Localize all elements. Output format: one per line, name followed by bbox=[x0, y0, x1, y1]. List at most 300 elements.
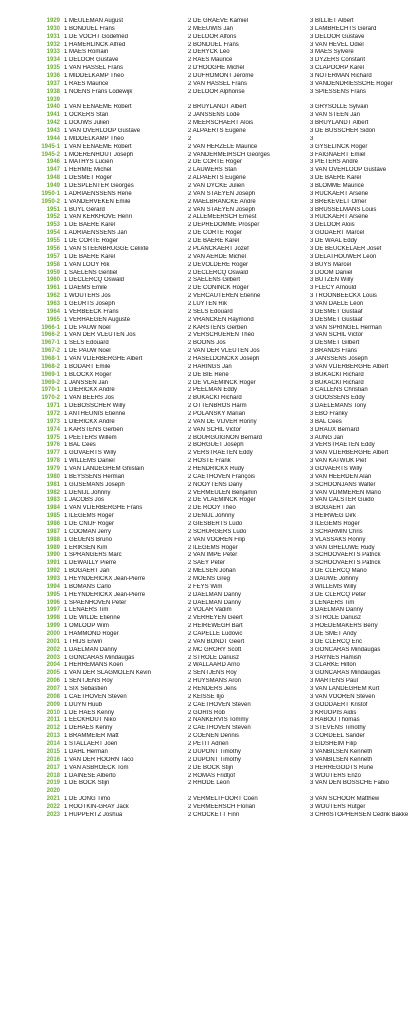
table-row bbox=[0, 183, 410, 191]
year-cell: 1954 bbox=[46, 230, 60, 237]
third-place-cell: 3 LENAERS Tim bbox=[310, 599, 355, 606]
year-cell: 1976 bbox=[46, 442, 60, 449]
table-row bbox=[0, 545, 410, 553]
third-place-cell: 3 HERREGODTS Rune bbox=[310, 764, 374, 771]
table-row bbox=[0, 796, 410, 804]
second-place-cell: 2 VAN DYCKE Julien bbox=[188, 183, 245, 190]
year-cell: 1997 bbox=[46, 607, 60, 614]
year-cell: 2010 bbox=[46, 709, 60, 716]
first-place-cell: 1 VAN LOOY Rik bbox=[64, 261, 110, 268]
table-row bbox=[0, 725, 410, 733]
second-place-cell: 2 BRUYLANDT Albert bbox=[188, 104, 247, 111]
year-cell: 1953 bbox=[46, 222, 60, 229]
second-place-cell: 2 ALPAERTS Eugène bbox=[188, 175, 246, 182]
table-row bbox=[0, 159, 410, 167]
year-cell: 2007 bbox=[46, 686, 60, 693]
first-place-cell: 1 MAES Romain bbox=[64, 49, 109, 56]
table-row bbox=[0, 804, 410, 812]
table-row bbox=[0, 97, 410, 105]
first-place-cell: 1 DIERICKX André bbox=[64, 387, 115, 394]
second-place-cell: 2 SAEY Peter bbox=[188, 560, 225, 567]
year-cell: 1950-2 bbox=[41, 198, 60, 205]
second-place-cell: 2 DUPONT Timothy bbox=[188, 756, 241, 763]
table-row bbox=[0, 89, 410, 97]
third-place-cell: 3 VAN SCHOOR Matthew bbox=[310, 796, 380, 803]
first-place-cell: 1 WILLEMS Daniel bbox=[64, 458, 115, 465]
year-cell: 1970-1 bbox=[41, 387, 60, 394]
year-cell: 1972 bbox=[46, 410, 60, 417]
second-place-cell: 2 ALLEMEERSCH Ernest bbox=[188, 214, 257, 221]
table-row bbox=[0, 230, 410, 238]
third-place-cell: 3 KRUOPIS Aidis bbox=[310, 709, 357, 716]
second-place-cell: 2 GORIS Rob bbox=[188, 709, 226, 716]
table-row bbox=[0, 207, 410, 215]
first-place-cell: 1 VAN BEERS Jos bbox=[64, 395, 114, 402]
year-cell: 1941 bbox=[46, 112, 60, 119]
first-place-cell: 1 VERHAEGEN Auguste bbox=[64, 316, 131, 323]
table-row bbox=[0, 395, 410, 403]
second-place-cell: 2 VAN BONDT Geert bbox=[188, 638, 245, 645]
second-place-cell: 2 DE BAERE Karel bbox=[188, 238, 240, 245]
second-place-cell: 2 DAELMAN Danny bbox=[188, 599, 242, 606]
third-place-cell: 3 BAL Cees bbox=[310, 418, 342, 425]
table-row bbox=[0, 576, 410, 584]
third-place-cell: 3 GOVAERTS Willy bbox=[310, 465, 363, 472]
table-row bbox=[0, 277, 410, 285]
first-place-cell: 1 SIX Sébastien bbox=[64, 686, 108, 693]
second-place-cell: 2 OTTENBROS Harm bbox=[188, 403, 247, 410]
table-row bbox=[0, 812, 410, 820]
second-place-cell: 2 HUYSMANS Aron bbox=[188, 678, 242, 685]
third-place-cell: 3 DRAUX Bernard bbox=[310, 426, 360, 433]
third-place-cell: 3 VAN STEEN Jan bbox=[310, 112, 360, 119]
third-place-cell: 3 ILEGEMS Roger bbox=[310, 521, 360, 527]
third-place-cell: 3 VERSTRAETEN Eddy bbox=[310, 442, 375, 449]
first-place-cell: 1 MATHYS Lucien bbox=[64, 159, 113, 166]
first-place-cell: 1 BOMANS Carlo bbox=[64, 583, 112, 590]
table-row bbox=[0, 623, 410, 631]
year-cell: 1986 bbox=[46, 521, 60, 527]
table-row bbox=[0, 537, 410, 545]
table-row bbox=[0, 403, 410, 411]
second-place-cell: 2 KARSTENS Gerben bbox=[188, 324, 248, 331]
first-place-cell: 1 MIDDELKAMP Théo bbox=[64, 135, 124, 142]
second-place-cell: 2 FEYS Wim bbox=[188, 583, 223, 590]
year-cell: 1974 bbox=[46, 426, 60, 433]
second-place-cell: 2 VERCAUTEREN Etienne bbox=[188, 293, 261, 300]
second-place-cell: 2 CAETHOVEN François bbox=[188, 473, 256, 480]
third-place-cell: 3 CHRISTOPHERSEN Cedrik Bakke bbox=[310, 811, 408, 818]
third-place-cell: 3 VAN VLIMMEREN Mario bbox=[310, 489, 381, 496]
year-cell: 1969-2 bbox=[41, 379, 60, 386]
year-cell: 1967-2 bbox=[41, 348, 60, 355]
second-place-cell: 2 DE CONINCK Roger bbox=[188, 285, 249, 292]
second-place-cell: 2 DERYCK Léo bbox=[188, 49, 230, 56]
year-cell: 2016 bbox=[46, 756, 60, 763]
third-place-cell: 3 BUTZEN Willy bbox=[310, 277, 354, 284]
year-cell: 1988 bbox=[46, 536, 60, 543]
third-place-cell: 3 VANDENDRIESSCHE Roger bbox=[310, 80, 393, 87]
year-cell: 1948 bbox=[46, 175, 60, 182]
table-row bbox=[0, 49, 410, 57]
second-place-cell: 2 VAN AERDE Michel bbox=[188, 253, 246, 260]
table-row bbox=[0, 246, 410, 254]
second-place-cell: 2 VAN HERZELE Maurice bbox=[188, 143, 258, 150]
first-place-cell: 1 BAL Cees bbox=[64, 442, 96, 449]
second-place-cell: 2 VAN VOOREN Filip bbox=[188, 536, 246, 543]
table-row bbox=[0, 749, 410, 757]
third-place-cell: 3 SCHOOVAERTS Patrick bbox=[310, 552, 381, 559]
year-cell: 1977 bbox=[46, 450, 60, 457]
second-place-cell: 2 CROCKETT Finn bbox=[188, 811, 240, 818]
third-place-cell: 3 DESMET Gustaaf bbox=[310, 316, 363, 323]
third-place-cell: 3 DE CLERCQ Eric bbox=[310, 638, 363, 645]
table-row bbox=[0, 42, 410, 50]
table-row bbox=[0, 592, 410, 600]
first-place-cell: 1 OCKERS Stan bbox=[64, 112, 109, 119]
table-row bbox=[0, 497, 410, 505]
second-place-cell: 2 WALLAARD Arno bbox=[188, 662, 240, 669]
second-place-cell: 2 MEEUWIS Jan bbox=[188, 25, 234, 32]
first-place-cell: 1 GOVAERTS Willy bbox=[64, 450, 117, 457]
year-cell: 1942 bbox=[46, 120, 60, 127]
first-place-cell: 1 STALLAERT Joeri bbox=[64, 741, 118, 748]
second-place-cell: 2 DE BOCK Stijn bbox=[188, 764, 234, 771]
second-place-cell: 2 SENTJENS Roy bbox=[188, 670, 237, 677]
second-place-cell: 2 PETIT Adrien bbox=[188, 741, 229, 748]
table-row bbox=[0, 340, 410, 348]
table-row bbox=[0, 128, 410, 136]
year-cell: 1931 bbox=[46, 33, 60, 40]
second-place-cell: 2 BUKACKI Richard bbox=[188, 395, 242, 402]
year-cell: 1985 bbox=[46, 513, 60, 520]
first-place-cell: 1 BEYSSENS Herman bbox=[64, 473, 125, 480]
table-row bbox=[0, 325, 410, 333]
second-place-cell: 2 DENIJL Johnny bbox=[188, 513, 235, 520]
first-place-cell: 1 MOERENHOUT Joseph bbox=[64, 151, 134, 158]
third-place-cell: 3 VAN OVERLOOP Gustave bbox=[310, 167, 387, 174]
table-row bbox=[0, 293, 410, 301]
second-place-cell: 2 DE CORTE Roger bbox=[188, 230, 242, 237]
second-place-cell: 2 MELSEN Johan bbox=[188, 568, 236, 575]
first-place-cell: 1 BONDUEL Frans bbox=[64, 25, 115, 32]
third-place-cell: 3 MARTENS Paul bbox=[310, 678, 358, 685]
first-place-cell: 1 RAES Maurice bbox=[64, 80, 109, 87]
second-place-cell: 2 POLANSKY Marian bbox=[188, 410, 246, 417]
third-place-cell: 3 DE SMET Andy bbox=[310, 631, 357, 638]
first-place-cell: 1 DEWAILLY Pierre bbox=[64, 560, 117, 567]
table-row bbox=[0, 120, 410, 128]
second-place-cell: 2 DE VLAEMINCK Roger bbox=[188, 379, 256, 386]
table-row bbox=[0, 757, 410, 765]
first-place-cell: 1 DE BAERE Karel bbox=[64, 222, 116, 229]
first-place-cell: 1 DE CORTE Roger bbox=[64, 238, 118, 245]
table-row bbox=[0, 238, 410, 246]
year-cell: 1983 bbox=[46, 497, 60, 504]
third-place-cell: 3 VANBILSEN Kenneth bbox=[310, 756, 373, 763]
first-place-cell: 1 VAN VLIERBERGHE Albert bbox=[64, 355, 143, 362]
year-cell: 2002 bbox=[46, 646, 60, 653]
year-cell: 1994 bbox=[46, 583, 60, 590]
first-place-cell: 1 BLOCKX Roger bbox=[64, 371, 112, 378]
table-row bbox=[0, 552, 410, 560]
third-place-cell: 3 VAN LANDEGHEM Kurt bbox=[310, 686, 380, 693]
table-row bbox=[0, 348, 410, 356]
year-cell: 1930 bbox=[46, 25, 60, 32]
third-place-cell: 3 DESMET Gustaaf bbox=[310, 308, 363, 315]
third-place-cell: 3 DE BAERE Karel bbox=[310, 175, 362, 182]
year-cell: 1969-1 bbox=[41, 371, 60, 378]
table-row bbox=[0, 372, 410, 380]
second-place-cell: 2 DE VLAEMINCK Roger bbox=[188, 497, 256, 504]
third-place-cell: 3 RUCKAERT Arsène bbox=[310, 190, 369, 197]
second-place-cell: 2 PLANCKAERT Jozef bbox=[188, 245, 249, 252]
second-place-cell: 2 VAN SCHIL Victor bbox=[188, 426, 241, 433]
first-place-cell: 1 DAELMAN Danny bbox=[64, 646, 118, 653]
table-row bbox=[0, 584, 410, 592]
first-place-cell: 1 ADRIAENSSENS René bbox=[64, 190, 132, 197]
third-place-cell: 3 DE BEUCKELAER Josef bbox=[310, 245, 382, 252]
first-place-cell: 1 ERIKSEN Kim bbox=[64, 544, 108, 551]
table-row bbox=[0, 482, 410, 490]
first-place-cell: 1 KARSTENS Gerben bbox=[64, 426, 124, 433]
third-place-cell: 3 VAN HEVEL Odiel bbox=[310, 41, 364, 48]
year-cell: 2013 bbox=[46, 733, 60, 740]
third-place-cell: 3 GODDAERT Kristof bbox=[310, 701, 368, 708]
second-place-cell: 2 MC GRORY Scott bbox=[188, 646, 242, 653]
first-place-cell: 1 DAHL Herman bbox=[64, 748, 108, 755]
year-cell: 1956 bbox=[46, 245, 60, 252]
third-place-cell: 3 RABOU Thomas bbox=[310, 717, 360, 724]
table-row bbox=[0, 615, 410, 623]
third-place-cell: 3 AUNG Jan bbox=[310, 434, 344, 441]
third-place-cell: 3 GOOSSENS Eddy bbox=[310, 395, 365, 402]
third-place-cell: 3 SPIESSENS Frans bbox=[310, 88, 367, 95]
first-place-cell: 1 DELOOR Gustave bbox=[64, 57, 119, 64]
year-cell: 2009 bbox=[46, 701, 60, 708]
table-row bbox=[0, 702, 410, 710]
second-place-cell: 2 VAN DER VLEUTEN Jos bbox=[188, 348, 260, 355]
second-place-cell: 2 bbox=[188, 135, 192, 142]
second-place-cell: 2 CAETHOVEN Steven bbox=[188, 701, 251, 708]
third-place-cell: 3 VAN VLIERBERGHE Albert bbox=[310, 450, 389, 457]
third-place-cell: 3 CORDEEL Sander bbox=[310, 733, 365, 740]
second-place-cell: 2 DELOOR Alphonse bbox=[188, 88, 245, 95]
third-place-cell: 3 DYZERS Constant bbox=[310, 57, 366, 64]
table-row bbox=[0, 309, 410, 317]
third-place-cell: 3 GYSELINCK Roger bbox=[310, 143, 368, 150]
year-cell: 1949 bbox=[46, 183, 60, 190]
third-place-cell: 3 VAN VOOREN Steven bbox=[310, 693, 375, 700]
third-place-cell: 3 DAUWE Johnny bbox=[310, 576, 359, 583]
first-place-cell: 1 DE PAUW Noël bbox=[64, 348, 111, 355]
first-place-cell: 1 DE WILDE Etienne bbox=[64, 615, 121, 622]
second-place-cell: 2 HENDRICKX Rudy bbox=[188, 465, 245, 472]
first-place-cell: 1 CAETHOVEN Steven bbox=[64, 693, 127, 700]
year-cell: 1957 bbox=[46, 253, 60, 260]
year-cell: 1934 bbox=[46, 57, 60, 64]
first-place-cell: 1 GIJSEMANS Joseph bbox=[64, 481, 125, 488]
first-place-cell: 1 SPRANGERS Marc bbox=[64, 552, 122, 559]
year-cell: 1993 bbox=[46, 576, 60, 583]
first-place-cell: 1 VAN HASSEL Frans bbox=[64, 65, 124, 72]
year-cell: 1995 bbox=[46, 591, 60, 598]
first-place-cell: 1 DENIJL Johnny bbox=[64, 489, 111, 496]
third-place-cell: 3 WILLEMS Willy bbox=[310, 583, 357, 590]
second-place-cell: 2 HARINGS Jan bbox=[188, 363, 232, 370]
second-place-cell: 2 BOONS Jos bbox=[188, 340, 226, 347]
first-place-cell: 1 VAN EENAEME Robert bbox=[64, 104, 132, 111]
table-row bbox=[0, 435, 410, 443]
second-place-cell: 2 ROMAS Fridtjof bbox=[188, 772, 236, 779]
third-place-cell: 3 BOGAERT Jan bbox=[310, 505, 356, 512]
second-place-cell: 2 VANDERMEIRSCH Georges bbox=[188, 151, 270, 158]
third-place-cell: 3 HEIRWEG Dirk bbox=[310, 513, 356, 520]
year-cell: 2012 bbox=[46, 725, 60, 732]
table-row bbox=[0, 222, 410, 230]
first-place-cell: 1 DOUWS Julien bbox=[64, 120, 110, 127]
year-cell: 1960 bbox=[46, 277, 60, 284]
year-cell: 2015 bbox=[46, 748, 60, 755]
second-place-cell: 2 RAES Maurice bbox=[188, 57, 233, 64]
first-place-cell: 1 GONCARAS Mindaugas bbox=[64, 654, 135, 661]
first-place-cell: 1 DAINESE Alberto bbox=[64, 772, 116, 779]
third-place-cell: 3 FLECY Arnould bbox=[310, 285, 357, 292]
year-cell: 1967-1 bbox=[41, 340, 60, 347]
second-place-cell: 2 NOOYTENS Dany bbox=[188, 481, 243, 488]
second-place-cell: 2 DECLERCQ Oswald bbox=[188, 269, 249, 276]
table-row bbox=[0, 450, 410, 458]
table-row bbox=[0, 104, 410, 112]
first-place-cell: 1 DE VOCHT Godefried bbox=[64, 33, 128, 40]
year-cell: 1939 bbox=[46, 96, 60, 103]
year-cell: 2008 bbox=[46, 693, 60, 700]
second-place-cell: 2 DAELMAN Danny bbox=[188, 591, 242, 598]
table-row bbox=[0, 175, 410, 183]
table-row bbox=[0, 474, 410, 482]
third-place-cell: 3 WOUTERS Rutger bbox=[310, 803, 366, 810]
table-row bbox=[0, 65, 410, 73]
second-place-cell: 2 LUYTEN Rik bbox=[188, 300, 228, 307]
third-place-cell: 3 VANBILSEN Kenneth bbox=[310, 748, 373, 755]
year-cell: 1975 bbox=[46, 434, 60, 441]
table-row bbox=[0, 112, 410, 120]
table-row bbox=[0, 18, 410, 26]
first-place-cell: 1 SPAENHOVEN Peter bbox=[64, 599, 127, 606]
table-row bbox=[0, 285, 410, 293]
third-place-cell: 3 SCHARMIN Chris bbox=[310, 528, 363, 535]
third-place-cell: 3 DAELEMANS Tony bbox=[310, 403, 367, 410]
second-place-cell: 2 VERMELTFOORT Coen bbox=[188, 796, 258, 803]
third-place-cell: 3 DOOM Daniel bbox=[310, 269, 353, 276]
table-row bbox=[0, 513, 410, 521]
third-place-cell: 3 BUKACKI Richard bbox=[310, 379, 364, 386]
year-cell: 1961 bbox=[46, 285, 60, 292]
year-cell: 2005 bbox=[46, 670, 60, 677]
first-place-cell: 1 VAN EENAEME Robert bbox=[64, 143, 132, 150]
third-place-cell: 3 VAN GHELUWE Rudy bbox=[310, 544, 375, 551]
first-place-cell: 1 JACOBS Jos bbox=[64, 497, 105, 504]
third-place-cell: 3 VAN CALSTER Guido bbox=[310, 497, 374, 504]
year-cell: 1946 bbox=[46, 159, 60, 166]
year-cell: 1996 bbox=[46, 599, 60, 606]
year-cell: 1963 bbox=[46, 300, 60, 307]
second-place-cell: 2 MOENS Greg bbox=[188, 576, 231, 583]
year-cell: 1991 bbox=[46, 560, 60, 567]
second-place-cell: 2 ALPAERTS Eugène bbox=[188, 128, 246, 135]
third-place-cell: 3 PIETERS André bbox=[310, 159, 359, 166]
year-cell: 1989 bbox=[46, 544, 60, 551]
third-place-cell: 3 bbox=[310, 135, 314, 142]
first-place-cell: 1 VAN DER HOORN Taco bbox=[64, 756, 134, 763]
table-row bbox=[0, 631, 410, 639]
second-place-cell: 2 VERSCHUEREN Théo bbox=[188, 332, 255, 339]
first-place-cell: 1 MEULEMAN August bbox=[64, 18, 124, 24]
second-place-cell: 2 NANKERVIS Tommy bbox=[188, 717, 249, 724]
second-place-cell: 2 MEERSCHAERT Alois bbox=[188, 120, 254, 127]
table-row bbox=[0, 144, 410, 152]
first-place-cell: 1 JANSSEN Jan bbox=[64, 379, 109, 386]
year-cell: 1943 bbox=[46, 128, 60, 135]
year-cell: 1966-2 bbox=[41, 332, 60, 339]
year-cell: 1945-2 bbox=[41, 151, 60, 158]
second-place-cell: 2 VAN STAEYEN Joseph bbox=[188, 206, 256, 213]
second-place-cell: 2 VAN IMPE Peter bbox=[188, 552, 238, 559]
year-cell: 1965 bbox=[46, 316, 60, 323]
table-row bbox=[0, 270, 410, 278]
year-cell: 1935 bbox=[46, 65, 60, 72]
year-cell: 1970-2 bbox=[41, 395, 60, 402]
first-place-cell: 1 SENTJENS Roy bbox=[64, 678, 113, 685]
first-place-cell: 1 COOMAN Jerry bbox=[64, 528, 112, 535]
year-cell: 1945-1 bbox=[41, 143, 60, 150]
second-place-cell: 2 STROLE Dariusz bbox=[188, 654, 240, 661]
first-place-cell: 1 BUYL Gérard bbox=[64, 206, 105, 213]
third-place-cell: 3 CLARKE Hilton bbox=[310, 662, 357, 669]
table-row bbox=[0, 466, 410, 474]
second-place-cell: 2 DE GRAEVE Kamiel bbox=[188, 18, 249, 24]
year-cell: 2000 bbox=[46, 631, 60, 638]
table-row bbox=[0, 505, 410, 513]
second-place-cell: 2 KEISSE Iljo bbox=[188, 693, 225, 700]
table-row bbox=[0, 733, 410, 741]
table-row bbox=[0, 717, 410, 725]
third-place-cell: 3 DESMET Gilbert bbox=[310, 340, 360, 347]
year-cell: 1990 bbox=[46, 552, 60, 559]
first-place-cell: 1 VANDERVEKEN Emile bbox=[64, 198, 131, 205]
year-cell: 1966-1 bbox=[41, 324, 60, 331]
third-place-cell: 3 DE WAAL Eddy bbox=[310, 238, 357, 245]
third-place-cell: 3 GONCARAS Mindaugas bbox=[310, 670, 381, 677]
first-place-cell: 1 ILEGEMS Roger bbox=[64, 513, 114, 520]
table-row bbox=[0, 694, 410, 702]
first-place-cell: 1 HEYNDERICKX Jean-Pierre bbox=[64, 591, 146, 598]
year-cell: 2014 bbox=[46, 741, 60, 748]
second-place-cell: 2 BONDUEL Frans bbox=[188, 41, 239, 48]
year-cell: 1982 bbox=[46, 489, 60, 496]
second-place-cell: 2 DEVOLDERE Roger bbox=[188, 261, 249, 268]
table-row bbox=[0, 262, 410, 270]
year-cell: 2023 bbox=[46, 811, 60, 818]
first-place-cell: 1 VAN LANDEGHEM Ghislain bbox=[64, 465, 144, 472]
year-cell: 1987 bbox=[46, 528, 60, 535]
first-place-cell: 1 BOGAERT Jan bbox=[64, 568, 110, 575]
first-place-cell: 1 DE BAERE Karel bbox=[64, 253, 116, 260]
first-place-cell: 1 BODART Emile bbox=[64, 363, 111, 370]
third-place-cell: 3 VAN VLIERBERGHE Albert bbox=[310, 363, 389, 370]
third-place-cell: 3 DE BUSSCHER Sidon bbox=[310, 128, 376, 135]
year-cell: 1933 bbox=[46, 49, 60, 56]
